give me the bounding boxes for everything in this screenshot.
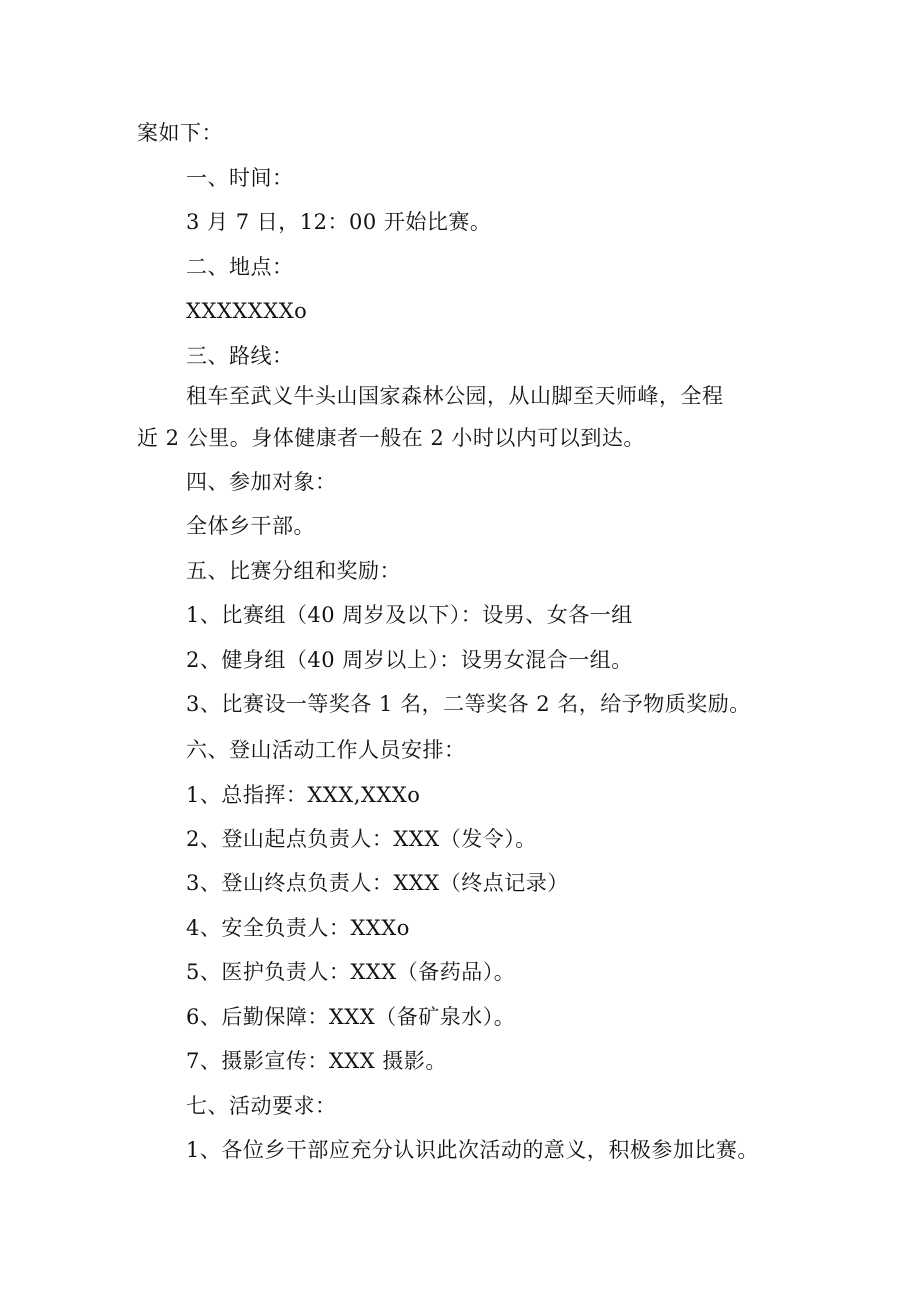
location-text: XXXXXXXo [186, 299, 308, 323]
time-text: 3 月 7 日，12：00 开始比赛。 [186, 210, 492, 234]
section-heading-participants: 四、参加对象： [186, 470, 337, 494]
groups-item-2: 2、健身组（40 周岁以上）：设男女混合一组。 [186, 648, 633, 672]
staff-item-3: 3、登山终点负责人：XXX（终点记录） [186, 871, 569, 895]
section-heading-groups-awards: 五、比赛分组和奖励： [186, 559, 401, 583]
route-text-line-2: 近 2 公里。身体健康者一般在 2 小时以内可以到达。 [137, 426, 645, 450]
section-heading-staff: 六、登山活动工作人员安排： [186, 738, 466, 762]
groups-item-3: 3、比赛设一等奖各 1 名，二等奖各 2 名，给予物质奖励。 [186, 692, 751, 716]
staff-item-4: 4、安全负责人：XXXo [186, 916, 410, 940]
section-heading-location: 二、地点： [186, 255, 294, 279]
requirements-item-1: 1、各位乡干部应充分认识此次活动的意义，积极参加比赛。 [186, 1138, 759, 1162]
section-heading-time: 一、时间： [186, 166, 294, 190]
section-heading-requirements: 七、活动要求： [186, 1094, 337, 1118]
staff-item-5: 5、医护负责人：XXX（备药品）。 [186, 960, 516, 984]
staff-item-1: 1、总指挥：XXX,XXXo [186, 783, 421, 807]
staff-item-7: 7、摄影宣传：XXX 摄影。 [186, 1049, 447, 1073]
groups-item-1: 1、比赛组（40 周岁及以下）：设男、女各一组 [186, 603, 633, 627]
route-text-line-1: 租车至武义牛头山国家森林公园，从山脚至天师峰，全程 [186, 384, 724, 408]
section-heading-route: 三、路线： [186, 344, 294, 368]
participants-text: 全体乡干部。 [186, 514, 315, 538]
staff-item-6: 6、后勤保障：XXX（备矿泉水）。 [186, 1005, 516, 1029]
intro-line: 案如下： [137, 121, 223, 145]
staff-item-2: 2、登山起点负责人：XXX（发令）。 [186, 827, 537, 851]
